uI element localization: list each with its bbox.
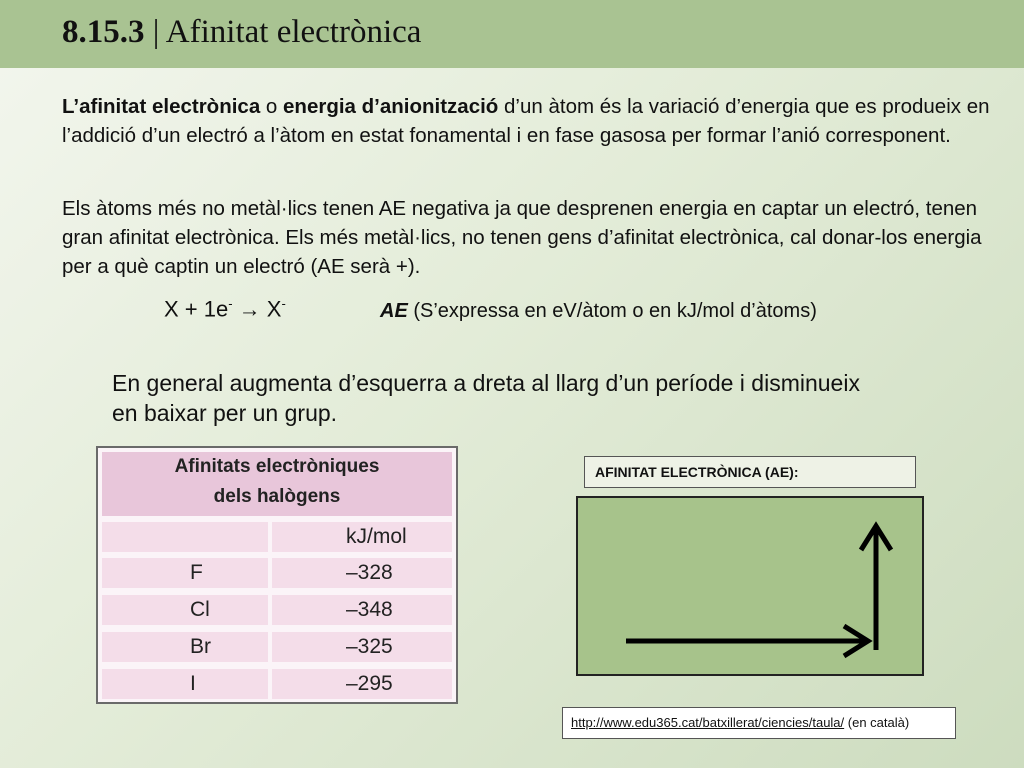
table-row — [102, 632, 452, 662]
term-electron-affinity: L’afinitat electrònica — [62, 95, 261, 118]
ae-trend-diagram — [576, 496, 924, 676]
conjunction: o — [260, 95, 284, 118]
value-cell: –328 — [272, 558, 452, 588]
value-cell: –295 — [272, 669, 452, 699]
title-separator: | — [144, 14, 166, 50]
slide-title — [62, 14, 421, 51]
ionization-equation — [164, 296, 286, 322]
definition-paragraph — [62, 92, 992, 150]
arrow-up-icon — [861, 526, 891, 650]
table-row — [102, 669, 452, 699]
ae-units-note — [380, 300, 817, 323]
source-link[interactable]: http://www.edu365.cat/batxillerat/ciencies/taula/ — [571, 715, 845, 730]
ae-diagram-label: AFINITAT ELECTRÒNICA (AE): — [584, 456, 916, 488]
table-row — [102, 558, 452, 588]
title-bar — [0, 0, 1024, 68]
element-cell: I — [102, 669, 268, 699]
table-header-row — [102, 522, 452, 552]
table-unit-header: kJ/mol — [272, 522, 452, 552]
reaction-arrow: → — [232, 296, 267, 322]
equation-lhs: X + 1e — [164, 296, 229, 322]
value-cell: –348 — [272, 595, 452, 625]
table-title-line1: Afinitats electròniques — [174, 456, 380, 477]
table-title — [102, 452, 452, 516]
value-cell: –325 — [272, 632, 452, 662]
equation-rhs: X — [266, 296, 282, 322]
slide-number: 8.15.3 — [62, 14, 145, 50]
definition-rest: d’un àtom és la variació d’energia que es produeix en l’addició d’un electró a l’àtom en estat fonamental i en fase gasosa per formar l’anió corresponent. — [62, 95, 990, 147]
electron-superscript: - — [228, 296, 233, 311]
source-link-box — [562, 707, 956, 739]
periodic-trend-text: En general augmenta d’esquerra a dreta al llarg d’un període i disminueix en baixar per un grup. — [112, 370, 860, 426]
arrow-right-icon — [626, 626, 868, 656]
ae-units-text: (S’expressa en eV/àtom o en kJ/mol d’àtoms) — [407, 300, 817, 322]
explanation-paragraph: Els àtoms més no metàl·lics tenen AE negativa ja que desprenen energia en captar un electró, tenen gran afinitat electrònica. Els més metàl·lics, no tenen gens d’afinitat electrònica, cal donar-los energia per a què captin un electró (AE serà +). — [62, 197, 982, 278]
ae-symbol: AE — [380, 300, 408, 322]
ion-superscript: - — [281, 296, 286, 311]
table-row — [102, 595, 452, 625]
title-text: Afinitat electrònica — [165, 14, 422, 50]
element-cell: Cl — [102, 595, 268, 625]
term-anionization-energy: energia d’anionització — [283, 95, 499, 118]
halogen-affinity-table — [96, 446, 458, 704]
element-cell: F — [102, 558, 268, 588]
table-title-line2: dels halògens — [213, 486, 341, 507]
source-language-note: (en català) — [844, 715, 910, 730]
element-cell: Br — [102, 632, 268, 662]
trend-arrows — [578, 498, 922, 674]
table-empty-header — [102, 522, 268, 552]
